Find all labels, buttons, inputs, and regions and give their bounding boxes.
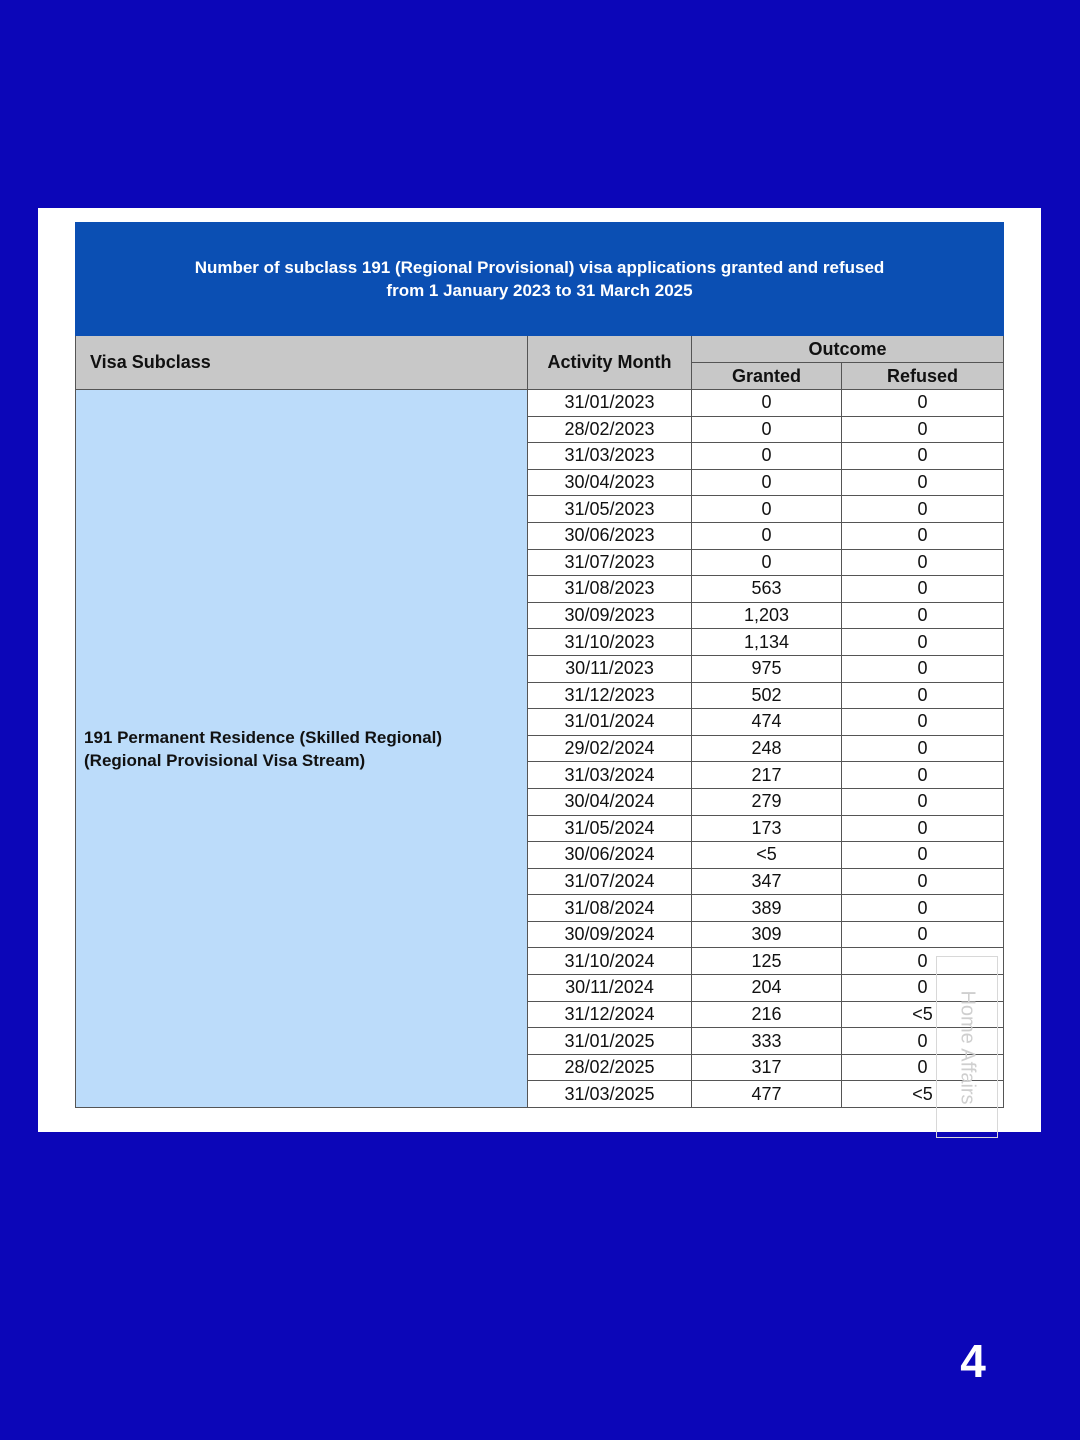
granted-cell: 975 [692,655,842,682]
watermark-text: Home Affairs [956,989,979,1105]
granted-cell: 347 [692,868,842,895]
month-cell: 31/12/2024 [528,1001,692,1028]
refused-cell: 0 [842,1054,1004,1081]
table-title-line1: Number of subclass 191 (Regional Provisional) visa applications granted and refused [194,258,885,277]
refused-cell: 0 [842,921,1004,948]
granted-cell: <5 [692,842,842,869]
table-body [76,390,1004,1108]
month-cell: 30/11/2023 [528,655,692,682]
refused-cell: 0 [842,975,1004,1002]
header-activity-month: Activity Month [528,336,692,390]
header-granted: Granted [692,363,842,390]
refused-cell: 0 [842,576,1004,603]
granted-cell: 389 [692,895,842,922]
month-cell: 28/02/2023 [528,416,692,443]
granted-cell: 0 [692,522,842,549]
granted-cell: 0 [692,443,842,470]
granted-cell: 317 [692,1054,842,1081]
refused-cell: 0 [842,469,1004,496]
refused-cell: 0 [842,895,1004,922]
refused-cell: <5 [842,1001,1004,1028]
month-cell: 31/01/2025 [528,1028,692,1055]
month-cell: 31/12/2023 [528,682,692,709]
table-row [76,390,1004,417]
refused-cell: 0 [842,762,1004,789]
month-cell: 31/10/2023 [528,629,692,656]
granted-cell: 279 [692,788,842,815]
granted-cell: 477 [692,1081,842,1108]
visa-subclass-cell [76,390,528,1108]
month-cell: 29/02/2024 [528,735,692,762]
refused-cell: 0 [842,655,1004,682]
refused-cell: 0 [842,602,1004,629]
header-refused: Refused [842,363,1004,390]
month-cell: 30/06/2023 [528,522,692,549]
granted-cell: 0 [692,469,842,496]
granted-cell: 125 [692,948,842,975]
refused-cell: 0 [842,549,1004,576]
refused-cell: 0 [842,868,1004,895]
header-visa-subclass: Visa Subclass [76,336,528,390]
month-cell: 30/09/2024 [528,921,692,948]
visa-subclass-line2: (Regional Provisional Visa Stream) [84,750,366,770]
granted-cell: 333 [692,1028,842,1055]
visa-grants-table [75,222,1004,1108]
month-cell: 31/03/2024 [528,762,692,789]
refused-cell: 0 [842,815,1004,842]
month-cell: 31/03/2025 [528,1081,692,1108]
refused-cell: 0 [842,416,1004,443]
month-cell: 30/11/2024 [528,975,692,1002]
granted-cell: 217 [692,762,842,789]
refused-cell: 0 [842,522,1004,549]
month-cell: 31/07/2024 [528,868,692,895]
refused-cell: 0 [842,948,1004,975]
granted-cell: 0 [692,390,842,417]
refused-cell: 0 [842,443,1004,470]
granted-cell: 0 [692,496,842,523]
month-cell: 30/09/2023 [528,602,692,629]
refused-cell: 0 [842,682,1004,709]
month-cell: 31/01/2024 [528,709,692,736]
granted-cell: 216 [692,1001,842,1028]
granted-cell: 309 [692,921,842,948]
refused-cell: 0 [842,1028,1004,1055]
refused-cell: 0 [842,788,1004,815]
refused-cell: <5 [842,1081,1004,1108]
granted-cell: 0 [692,416,842,443]
refused-cell: 0 [842,735,1004,762]
table-title [76,223,1004,336]
month-cell: 31/07/2023 [528,549,692,576]
granted-cell: 1,203 [692,602,842,629]
month-cell: 31/03/2023 [528,443,692,470]
granted-cell: 173 [692,815,842,842]
granted-cell: 563 [692,576,842,603]
month-cell: 28/02/2025 [528,1054,692,1081]
table-title-line2: from 1 January 2023 to 31 March 2025 [386,281,693,300]
granted-cell: 1,134 [692,629,842,656]
refused-cell: 0 [842,496,1004,523]
refused-cell: 0 [842,709,1004,736]
month-cell: 30/04/2024 [528,788,692,815]
month-cell: 31/08/2023 [528,576,692,603]
page-number: 4 [960,1335,986,1387]
month-cell: 30/04/2023 [528,469,692,496]
watermark [936,956,998,1138]
granted-cell: 0 [692,549,842,576]
granted-cell: 502 [692,682,842,709]
refused-cell: 0 [842,842,1004,869]
month-cell: 31/01/2023 [528,390,692,417]
document-card [38,208,1041,1132]
month-cell: 31/05/2024 [528,815,692,842]
visa-subclass-line1: 191 Permanent Residence (Skilled Regional) [84,727,443,747]
header-outcome: Outcome [692,336,1004,363]
refused-cell: 0 [842,390,1004,417]
granted-cell: 204 [692,975,842,1002]
granted-cell: 248 [692,735,842,762]
month-cell: 31/05/2023 [528,496,692,523]
refused-cell: 0 [842,629,1004,656]
month-cell: 31/08/2024 [528,895,692,922]
month-cell: 30/06/2024 [528,842,692,869]
month-cell: 31/10/2024 [528,948,692,975]
granted-cell: 474 [692,709,842,736]
